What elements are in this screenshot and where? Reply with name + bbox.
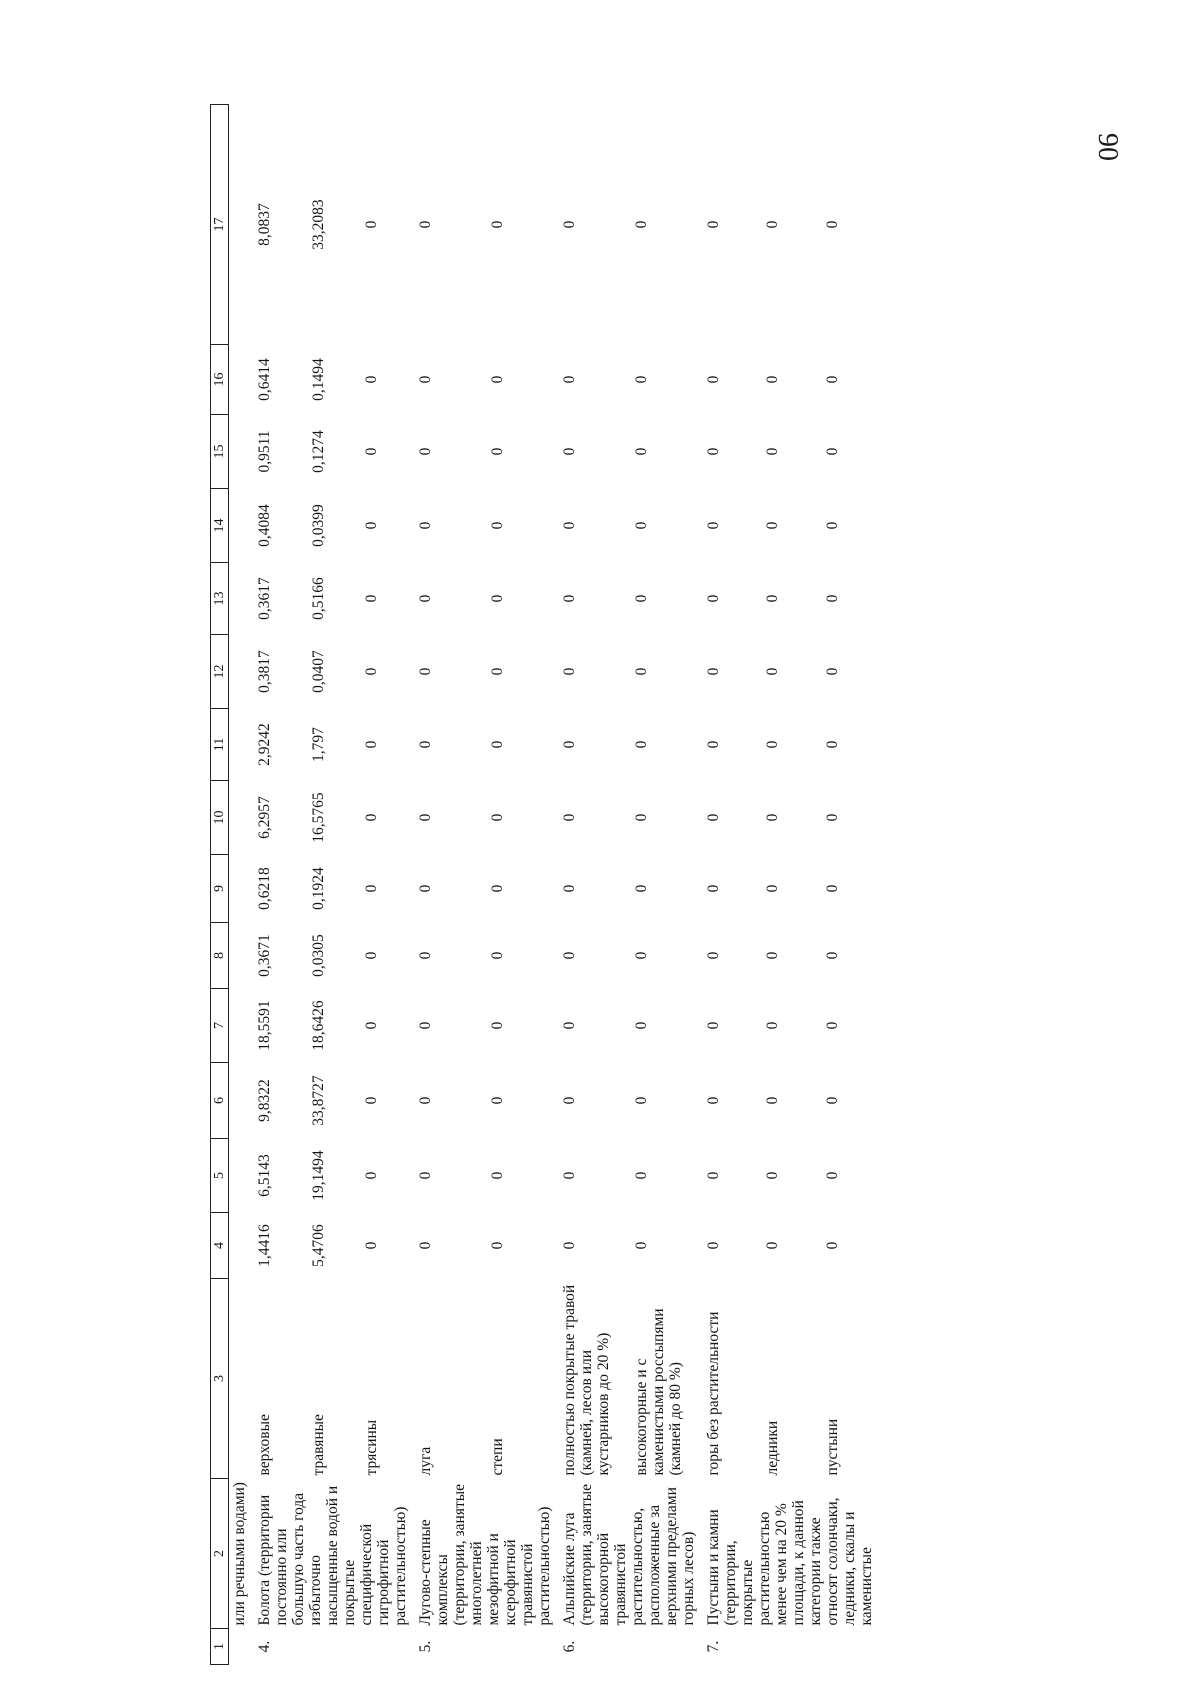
value-cell: 0 — [417, 521, 434, 530]
value-cell: 0 — [764, 667, 782, 676]
column-header: 12 — [211, 635, 229, 709]
value-cell: 0 — [489, 375, 506, 384]
value-cell: 0 — [823, 375, 841, 384]
subtype-cell: горы без растительности — [705, 1311, 722, 1476]
value-cell: 0 — [764, 1241, 782, 1250]
value-cell: 0,1494 — [309, 358, 327, 401]
value-cell: 0 — [764, 375, 782, 384]
empty-cell — [229, 855, 255, 923]
value-cell: 0 — [561, 1171, 578, 1180]
column-header: 9 — [211, 855, 229, 923]
table-row — [415, 105, 487, 1665]
row-number: 5. — [417, 1640, 434, 1653]
empty-cell — [229, 415, 255, 489]
value-cell: 0 — [561, 813, 578, 822]
value-cell: 0 — [705, 951, 722, 960]
column-header: 8 — [211, 923, 229, 989]
value-cell: 0 — [561, 521, 578, 530]
value-cell: 18,5591 — [256, 1000, 273, 1051]
value-cell: 0 — [705, 884, 722, 893]
value-cell: 0 — [489, 667, 506, 676]
value-cell: 0 — [764, 813, 782, 822]
value-cell: 0 — [417, 447, 434, 456]
table-row — [762, 105, 821, 1665]
table-row — [308, 105, 362, 1665]
empty-cell — [229, 781, 255, 855]
value-cell: 0 — [764, 594, 782, 603]
value-cell: 0 — [823, 1171, 841, 1180]
value-cell: 0 — [363, 220, 381, 229]
value-cell: 0 — [705, 1021, 722, 1030]
value-cell: 0 — [489, 1171, 506, 1180]
value-cell: 0 — [489, 594, 506, 603]
value-cell: 0,3617 — [256, 577, 273, 620]
category-cell: Лугово-степные комплексы (территории, занятые многолетней мезофитной и ксерофитной травянистой растительностью) — [417, 1483, 553, 1626]
row-number: 6. — [561, 1640, 578, 1653]
value-cell: 0 — [489, 740, 506, 749]
value-cell: 0 — [363, 813, 381, 822]
empty-cell — [229, 1063, 255, 1139]
value-cell: 0 — [561, 375, 578, 384]
value-cell: 0 — [561, 667, 578, 676]
value-cell: 0 — [363, 1171, 381, 1180]
value-cell: 18,6426 — [309, 1000, 327, 1051]
value-cell: 0 — [705, 594, 722, 603]
value-cell: 0 — [705, 447, 722, 456]
value-cell: 0 — [705, 667, 722, 676]
value-cell: 5,4706 — [309, 1224, 327, 1267]
value-cell: 6,2957 — [256, 796, 273, 839]
value-cell: 0 — [417, 884, 434, 893]
column-header: 17 — [211, 105, 229, 345]
value-cell: 0 — [823, 220, 841, 229]
empty-cell — [229, 923, 255, 989]
value-cell: 0,1924 — [309, 867, 327, 910]
value-cell: 16,5765 — [309, 792, 327, 843]
value-cell: 0 — [633, 375, 650, 384]
column-header: 3 — [211, 1279, 229, 1479]
column-header: 15 — [211, 415, 229, 489]
value-cell: 0 — [363, 1096, 381, 1105]
value-cell: 0 — [633, 1241, 650, 1250]
empty-cell — [229, 1139, 255, 1213]
value-cell: 0 — [823, 667, 841, 676]
value-cell: 0 — [363, 447, 381, 456]
column-header: 2 — [211, 1479, 229, 1629]
value-cell: 0 — [489, 220, 506, 229]
value-cell: 0 — [363, 1021, 381, 1030]
empty-cell — [229, 345, 255, 415]
table-row — [487, 105, 559, 1665]
value-cell: 0 — [633, 447, 650, 456]
value-cell: 0 — [489, 1021, 506, 1030]
value-cell: 0 — [823, 813, 841, 822]
value-cell: 0 — [633, 740, 650, 749]
value-cell: 0 — [823, 740, 841, 749]
table-row — [254, 105, 308, 1665]
value-cell: 0 — [417, 667, 434, 676]
subtype-cell: верховые — [256, 1414, 273, 1476]
table-row — [703, 105, 762, 1665]
value-cell: 0 — [561, 594, 578, 603]
table-row — [361, 105, 415, 1665]
value-cell: 0 — [417, 594, 434, 603]
category-cell: Болота (территории постоянно или большую часть года избыточно насыщенные водой и покрытые специфической гигрофитной растительностью) — [256, 1485, 409, 1626]
subtype-cell: трясины — [363, 1419, 381, 1476]
value-cell: 0 — [489, 521, 506, 530]
column-header: 11 — [211, 709, 229, 781]
value-cell: 0 — [633, 521, 650, 530]
data-table — [210, 104, 881, 1665]
value-cell: 0 — [705, 1096, 722, 1105]
subtype-cell: высокогорные и с каменистыми россыпями (камней до 80 %) — [633, 1308, 684, 1476]
value-cell: 0 — [489, 1096, 506, 1105]
column-header: 1 — [211, 1629, 229, 1665]
subtype-cell: пустыни — [823, 1418, 841, 1476]
value-cell: 0 — [764, 951, 782, 960]
continuation-text: или речными водами) — [231, 1482, 248, 1626]
value-cell: 0 — [823, 951, 841, 960]
value-cell: 0 — [633, 884, 650, 893]
category-cell: Пустыни и камни (территории, покрытые растительностью менее чем на 20 % площади, к данной категории также относят солончаки, ледники, скалы и каменистые — [705, 1497, 875, 1626]
value-cell: 0,3671 — [256, 934, 273, 977]
value-cell: 0 — [764, 740, 782, 749]
value-cell: 0,9511 — [256, 430, 273, 473]
empty-cell — [229, 563, 255, 635]
table-row — [559, 105, 631, 1665]
value-cell: 0 — [823, 594, 841, 603]
value-cell: 0 — [823, 1241, 841, 1250]
value-cell: 0 — [417, 813, 434, 822]
value-cell: 0 — [705, 813, 722, 822]
value-cell: 2,9242 — [256, 723, 273, 766]
value-cell: 0 — [417, 1021, 434, 1030]
value-cell: 0 — [705, 220, 722, 229]
value-cell: 0 — [561, 1241, 578, 1250]
value-cell: 0 — [417, 740, 434, 749]
value-cell: 1,797 — [309, 727, 327, 762]
value-cell: 0 — [633, 1096, 650, 1105]
value-cell: 0 — [363, 375, 381, 384]
value-cell: 0 — [561, 740, 578, 749]
empty-cell — [229, 1279, 255, 1479]
value-cell: 0 — [705, 1171, 722, 1180]
value-cell: 0 — [823, 884, 841, 893]
value-cell: 0 — [705, 740, 722, 749]
value-cell: 6,5143 — [256, 1154, 273, 1197]
empty-cell — [229, 1629, 255, 1665]
value-cell: 0,3817 — [256, 650, 273, 693]
column-header: 6 — [211, 1063, 229, 1139]
value-cell: 0 — [561, 1021, 578, 1030]
column-header: 10 — [211, 781, 229, 855]
value-cell: 0,4084 — [256, 504, 273, 547]
value-cell: 0 — [489, 1241, 506, 1250]
value-cell: 1,4416 — [256, 1224, 273, 1267]
value-cell: 0 — [489, 951, 506, 960]
value-cell: 0 — [764, 1096, 782, 1105]
value-cell: 0 — [823, 1096, 841, 1105]
value-cell: 0 — [705, 375, 722, 384]
value-cell: 8,0837 — [256, 203, 273, 246]
value-cell: 0,0407 — [309, 650, 327, 693]
value-cell: 0 — [823, 447, 841, 456]
value-cell: 0 — [363, 740, 381, 749]
category-cell: Альпийские луга (территории, занятые высокогорной травянистой растительностью, расположенные за верхними пределами горных лесов) — [561, 1483, 697, 1626]
value-cell: 0,1274 — [309, 430, 327, 473]
value-cell: 0 — [561, 884, 578, 893]
value-cell: 0 — [633, 220, 650, 229]
value-cell: 0 — [363, 951, 381, 960]
empty-cell — [229, 1213, 255, 1279]
value-cell: 19,1494 — [309, 1150, 327, 1201]
value-cell: 0 — [764, 1171, 782, 1180]
value-cell: 0 — [633, 1021, 650, 1030]
value-cell: 0 — [705, 1241, 722, 1250]
continuation-row — [229, 105, 255, 1665]
subtype-cell: ледники — [764, 1420, 782, 1476]
value-cell: 0 — [363, 884, 381, 893]
value-cell: 0 — [417, 375, 434, 384]
rotated-table-container — [210, 125, 1090, 1665]
empty-cell — [229, 989, 255, 1063]
value-cell: 0 — [633, 594, 650, 603]
value-cell: 0 — [561, 447, 578, 456]
empty-cell — [229, 105, 255, 345]
column-header: 7 — [211, 989, 229, 1063]
column-header: 14 — [211, 489, 229, 563]
subtype-cell: степи — [489, 1438, 506, 1476]
value-cell: 0 — [823, 1021, 841, 1030]
empty-cell — [229, 709, 255, 781]
value-cell: 0 — [764, 447, 782, 456]
table-body — [229, 105, 882, 1665]
column-header: 16 — [211, 345, 229, 415]
value-cell: 0 — [417, 1096, 434, 1105]
column-header: 5 — [211, 1139, 229, 1213]
row-number: 4. — [256, 1640, 273, 1653]
value-cell: 33,8727 — [309, 1075, 327, 1126]
table-row — [822, 105, 881, 1665]
value-cell: 0,0399 — [309, 504, 327, 547]
header-row — [211, 105, 229, 1665]
table-row — [631, 105, 703, 1665]
column-header: 13 — [211, 563, 229, 635]
value-cell: 0 — [705, 521, 722, 530]
value-cell: 9,8322 — [256, 1079, 273, 1122]
page-number: 90 — [1092, 133, 1123, 161]
value-cell: 0 — [633, 951, 650, 960]
value-cell: 33,2083 — [309, 199, 327, 250]
value-cell: 0,6218 — [256, 867, 273, 910]
empty-cell — [229, 635, 255, 709]
row-number: 7. — [705, 1640, 722, 1653]
value-cell: 0 — [417, 1241, 434, 1250]
column-header: 4 — [211, 1213, 229, 1279]
value-cell: 0 — [417, 220, 434, 229]
value-cell: 0 — [633, 1171, 650, 1180]
value-cell: 0 — [823, 521, 841, 530]
value-cell: 0,0305 — [309, 934, 327, 977]
value-cell: 0 — [363, 521, 381, 530]
value-cell: 0 — [489, 884, 506, 893]
value-cell: 0 — [764, 220, 782, 229]
value-cell: 0 — [417, 951, 434, 960]
value-cell: 0 — [363, 667, 381, 676]
value-cell: 0 — [489, 447, 506, 456]
value-cell: 0 — [561, 951, 578, 960]
value-cell: 0 — [489, 813, 506, 822]
value-cell: 0 — [363, 594, 381, 603]
value-cell: 0 — [764, 521, 782, 530]
value-cell: 0 — [561, 220, 578, 229]
value-cell: 0 — [633, 667, 650, 676]
value-cell: 0 — [417, 1171, 434, 1180]
value-cell: 0 — [633, 813, 650, 822]
subtype-cell: полностью покрытые травой (камней, лесов или кустарников до 20 %) — [561, 1284, 612, 1476]
subtype-cell: луга — [417, 1446, 434, 1476]
value-cell: 0 — [363, 1241, 381, 1250]
empty-cell — [229, 489, 255, 563]
subtype-cell: травяные — [309, 1414, 327, 1476]
value-cell: 0 — [764, 1021, 782, 1030]
value-cell: 0 — [764, 884, 782, 893]
value-cell: 0,6414 — [256, 358, 273, 401]
value-cell: 0,5166 — [309, 577, 327, 620]
value-cell: 0 — [561, 1096, 578, 1105]
